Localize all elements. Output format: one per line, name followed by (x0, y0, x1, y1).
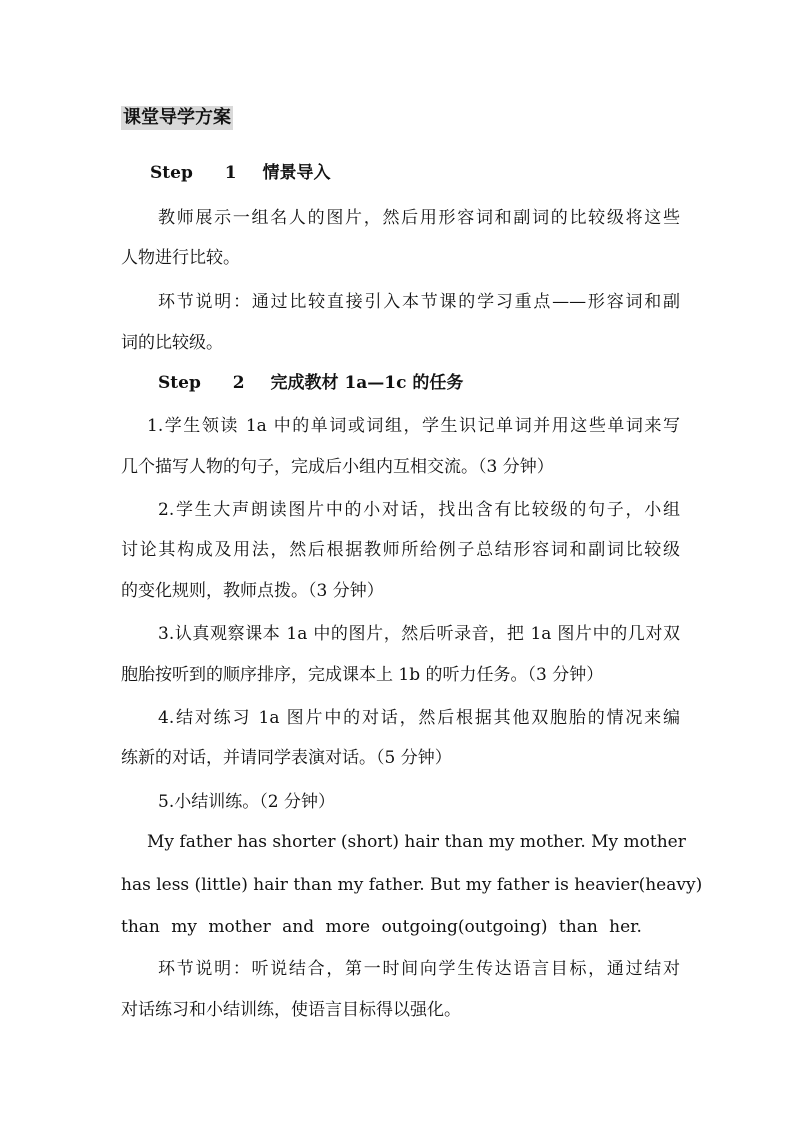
english-line2: has less (little) hair than my father. But my father is heavier(heavy) (121, 875, 703, 895)
item2-line2: 讨论其构成及用法，然后根据教师所给例子总结形容词和副词比较级 (121, 540, 680, 560)
english-line1: My father has shorter (short) hair than my mother. My mother (147, 832, 686, 852)
english-line3: than my mother and more outgoing(outgoing) than her. (121, 917, 642, 937)
item5-line: 5.小结训练。（2 分钟） (158, 792, 335, 812)
step2-name: 完成教材 1a—1c 的任务 (270, 373, 464, 393)
item3-line1: 3.认真观察课本 1a 中的图片，然后听录音，把 1a 图片中的几对双 (158, 624, 680, 644)
step1-word: Step (150, 163, 193, 183)
item4-line1: 4.结对练习 1a 图片中的对话，然后根据其他双胞胎的情况来编 (158, 708, 680, 728)
item4-line2: 练新的对话，并请同学表演对话。（5 分钟） (121, 748, 452, 768)
item1-line1: 1.学生领读 1a 中的单词或词组，学生识记单词并用这些单词来写 (147, 416, 680, 436)
step1-para1-line1: 教师展示一组名人的图片，然后用形容词和副词的比较级将这些 (158, 208, 680, 228)
step1-para2-line2: 词的比较级。 (121, 333, 223, 353)
note-line1: 环节说明：听说结合，第一时间向学生传达语言目标，通过结对 (158, 959, 680, 979)
step1-para1-line2: 人物进行比较。 (121, 248, 240, 268)
item3-line2: 胞胎按听到的顺序排序，完成课本上 1b 的听力任务。（3 分钟） (121, 665, 604, 685)
step2-number: 2 (232, 373, 245, 393)
step1-name: 情景导入 (262, 163, 331, 183)
step2-word: Step (158, 373, 201, 393)
item2-line3: 的变化规则，教师点拨。（3 分钟） (121, 581, 384, 601)
note-line2: 对话练习和小结训练，使语言目标得以强化。 (121, 1000, 461, 1020)
step1-para2-line1: 环节说明：通过比较直接引入本节课的学习重点——形容词和副 (158, 292, 680, 312)
item1-line2: 几个描写人物的句子，完成后小组内互相交流。（3 分钟） (121, 457, 554, 477)
step1-heading (150, 161, 331, 185)
step2-heading (158, 371, 463, 395)
page-title: 课堂导学方案 (123, 107, 231, 128)
step1-number: 1 (224, 163, 237, 183)
item2-line1: 2.学生大声朗读图片中的小对话，找出含有比较级的句子，小组 (158, 500, 680, 520)
